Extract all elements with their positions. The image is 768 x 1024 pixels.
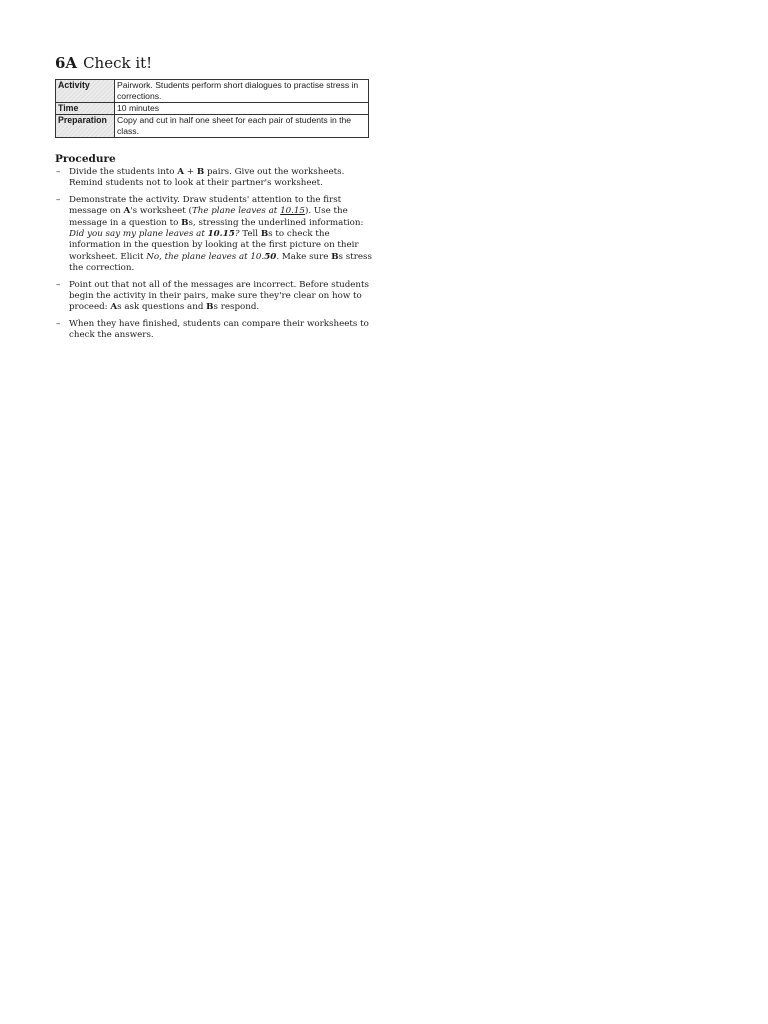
info-label-activity: Activity [56, 80, 115, 103]
step-italic: . [276, 251, 280, 262]
info-row-time [56, 103, 369, 115]
step-bold: B [260, 229, 269, 240]
step-text: When they have finished, students can compare their worksheets to check the answers. [69, 318, 369, 341]
step-italic: No, the plane leaves at 10. [146, 251, 265, 262]
step-bold: A [123, 206, 131, 217]
step-italic-underlined: 10.15 [280, 206, 305, 217]
step-bold: B [196, 167, 205, 177]
step-text: + [184, 167, 197, 177]
procedure-step-3 [55, 280, 373, 314]
procedure-list [55, 167, 373, 347]
step-text: ). Use the message in a question to [69, 206, 348, 228]
info-value-activity: Pairwork. Students perform short dialogues to practise stress in corrections. [115, 80, 369, 103]
step-bold: B [206, 302, 214, 313]
step-italic: The plane leaves at [191, 206, 281, 217]
procedure-heading: Procedure [55, 153, 116, 165]
step-text: Make sure [279, 251, 332, 262]
step-text: s stress the correction. [69, 251, 372, 274]
step-bold: B [181, 217, 189, 228]
step-text: 's worksheet ( [130, 206, 192, 217]
step-text: Demonstrate the activity. Draw students' attention to the first message on [69, 194, 342, 217]
procedure-step-4 [55, 319, 373, 342]
step-text: s, stressing the underlined information: [188, 217, 364, 228]
info-row-preparation [56, 115, 369, 138]
step-bold: A [177, 167, 185, 177]
procedure-step-1 [55, 167, 373, 190]
step-bold-italic: 50 [264, 251, 277, 262]
info-row-activity [56, 80, 369, 103]
step-text: s ask questions and [117, 302, 207, 313]
info-label-time: Time [56, 103, 115, 115]
step-text: pairs. Give out the worksheets. Remind students not to look at their partner's worksheet. [69, 167, 345, 189]
step-bold: A [110, 302, 118, 313]
step-text: Point out that not all of the messages are incorrect. Before students begin the activity in their pairs, make sure they're clear on how to proceed: [69, 279, 369, 313]
step-text: s to check the information in the question by looking at the first picture on their worksheet. Elicit [69, 229, 359, 262]
step-text: Divide the students into [69, 167, 178, 177]
step-italic: Did you say my plane leaves at [69, 229, 208, 240]
info-value-time: 10 minutes [115, 103, 369, 115]
info-label-preparation: Preparation [56, 115, 115, 138]
activity-code: 6A [55, 54, 78, 72]
procedure-step-2 [55, 195, 373, 275]
step-text: s respond. [213, 302, 260, 313]
step-text: Tell [239, 229, 261, 240]
step-bold: B [331, 251, 339, 262]
page-heading [55, 54, 152, 72]
activity-info-table [55, 79, 369, 138]
info-value-preparation: Copy and cut in half one sheet for each pair of students in the class. [115, 115, 369, 138]
step-italic: ? [234, 229, 240, 240]
step-bold-italic: 10.15 [207, 229, 235, 240]
activity-title: Check it! [83, 54, 153, 72]
